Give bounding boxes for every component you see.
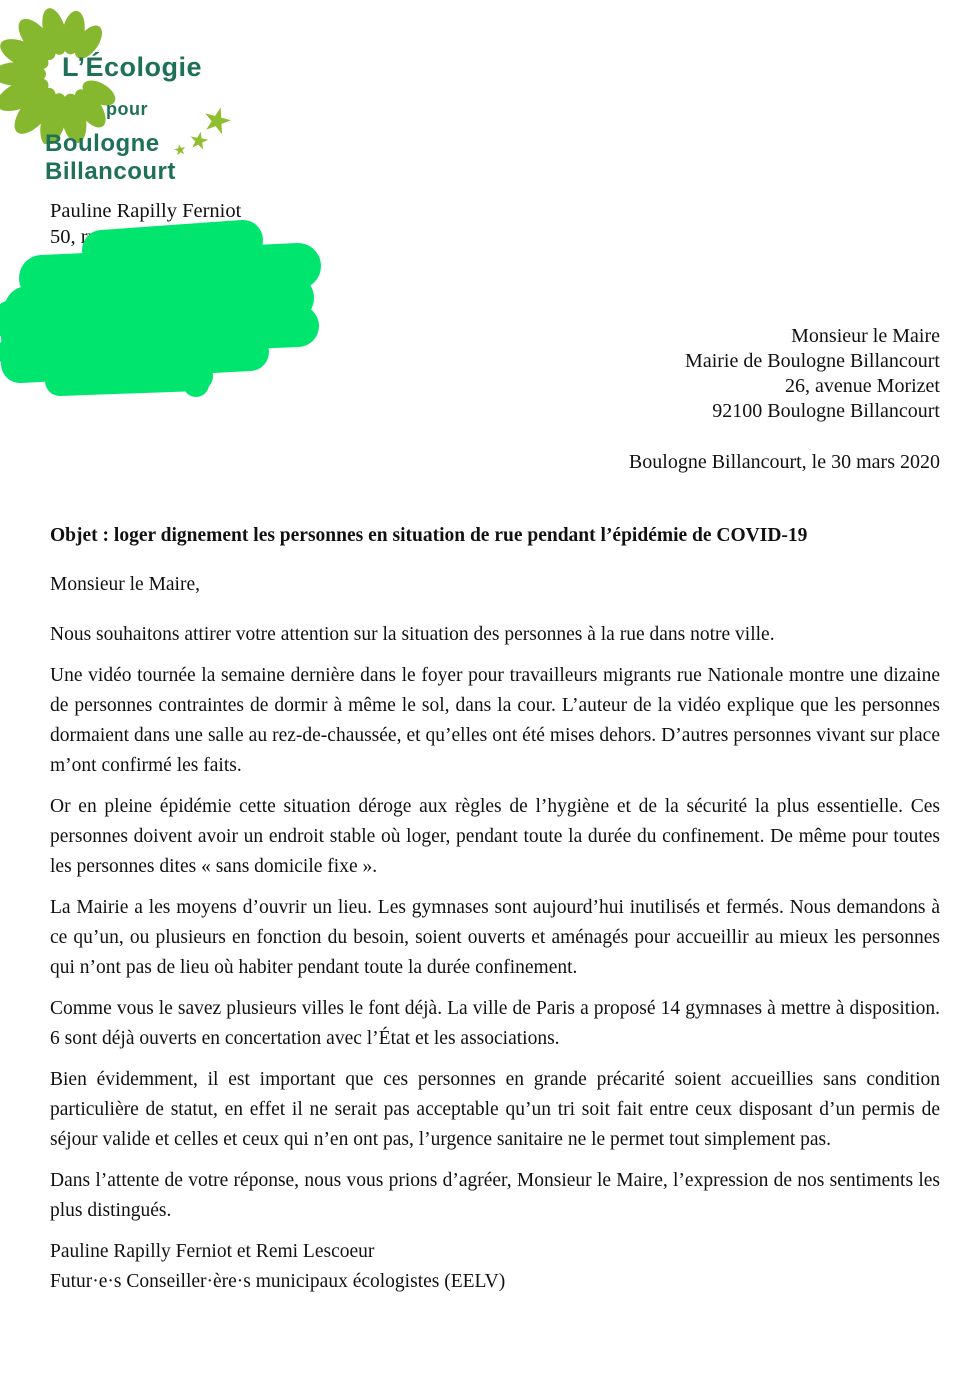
logo-text-pour: pour [106, 99, 148, 119]
recipient-block [685, 324, 940, 424]
body-paragraph: Nous souhaitons attirer votre attention sur la situation des personnes à la rue dans notre ville. [50, 624, 775, 645]
body-paragraph: Bien évidemment, il est important que ces personnes en grande précarité soient accueillies sans condition particulière de statut, en effet il ne serait pas acceptable qu’un tri soit fait entre ceux disposant d’un permis de séjour valide et celles et ceux qui n’en ont pas, l’urgence sanitaire ne le permet tout simplement pas. [50, 1069, 940, 1150]
redaction-scribble [0, 218, 340, 398]
sender-address-fragment: 50, ru [50, 226, 98, 248]
body-paragraph: Comme vous le savez plusieurs villes le font déjà. La ville de Paris a proposé 14 gymnases à mettre à disposition. 6 sont déjà ouverts en concertation avec l’État et les associations. [50, 998, 940, 1049]
logo-text-ecologie: L’Écologie [62, 52, 203, 82]
signature-name-line: Pauline Rapilly Ferniot et Remi Lescoeur [50, 1241, 375, 1262]
logo-text-billancourt: Billancourt [45, 158, 176, 185]
body-paragraph: Une vidéo tournée la semaine dernière dans le foyer pour travailleurs migrants rue Nationale montre une dizaine de personnes contraintes de dormir à même le sol, dans la cour. L’auteur de la vidéo explique que les personnes dormaient dans une salle au rez-de-chaussée, et qu’elles ont été mises dehors. D’autres personnes vivant sur place m’ont confirmé les faits. [50, 665, 940, 776]
closing-paragraph: Dans l’attente de votre réponse, nous vous prions d’agréer, Monsieur le Maire, l’expression de nos sentiments les plus distingués. [50, 1170, 940, 1221]
dateline: Boulogne Billancourt, le 30 mars 2020 [628, 451, 940, 473]
recipient-line: 26, avenue Morizet [785, 375, 940, 397]
recipient-line: Monsieur le Maire [791, 325, 940, 347]
recipient-line: Mairie de Boulogne Billancourt [685, 350, 940, 372]
subject-line: Objet : loger dignement les personnes en situation de rue pendant l’épidémie de COVID-19 [50, 525, 808, 546]
signature-role-line: Futur·e·s Conseiller·ère·s municipaux écologistes (EELV) [50, 1271, 506, 1292]
sender-name: Pauline Rapilly Ferniot [50, 200, 242, 222]
letter-body [50, 521, 940, 1297]
salutation: Monsieur le Maire, [50, 574, 201, 595]
recipient-line: 92100 Boulogne Billancourt [712, 400, 940, 422]
body-paragraph: La Mairie a les moyens d’ouvrir un lieu. Les gymnases sont aujourd’hui inutilisés et fermés. Nous demandons à ce qu’un, ou plusieurs en fonction du besoin, soient ouverts et aménagés pour accueillir au mieux les personnes qui n’ont pas de lieu où habiter pendant toute la durée confinement. [50, 897, 940, 978]
logo-text-boulogne: Boulogne [45, 130, 160, 157]
stars-icon [166, 96, 242, 162]
signature-block [50, 1237, 940, 1297]
body-paragraph: Or en pleine épidémie cette situation déroge aux règles de l’hygiène et de la sécurité la plus essentielle. Ces personnes doivent avoir un endroit stable où loger, pendant toute la durée du confinement. De même pour toutes les personnes dites « sans domicile fixe ». [50, 796, 940, 877]
